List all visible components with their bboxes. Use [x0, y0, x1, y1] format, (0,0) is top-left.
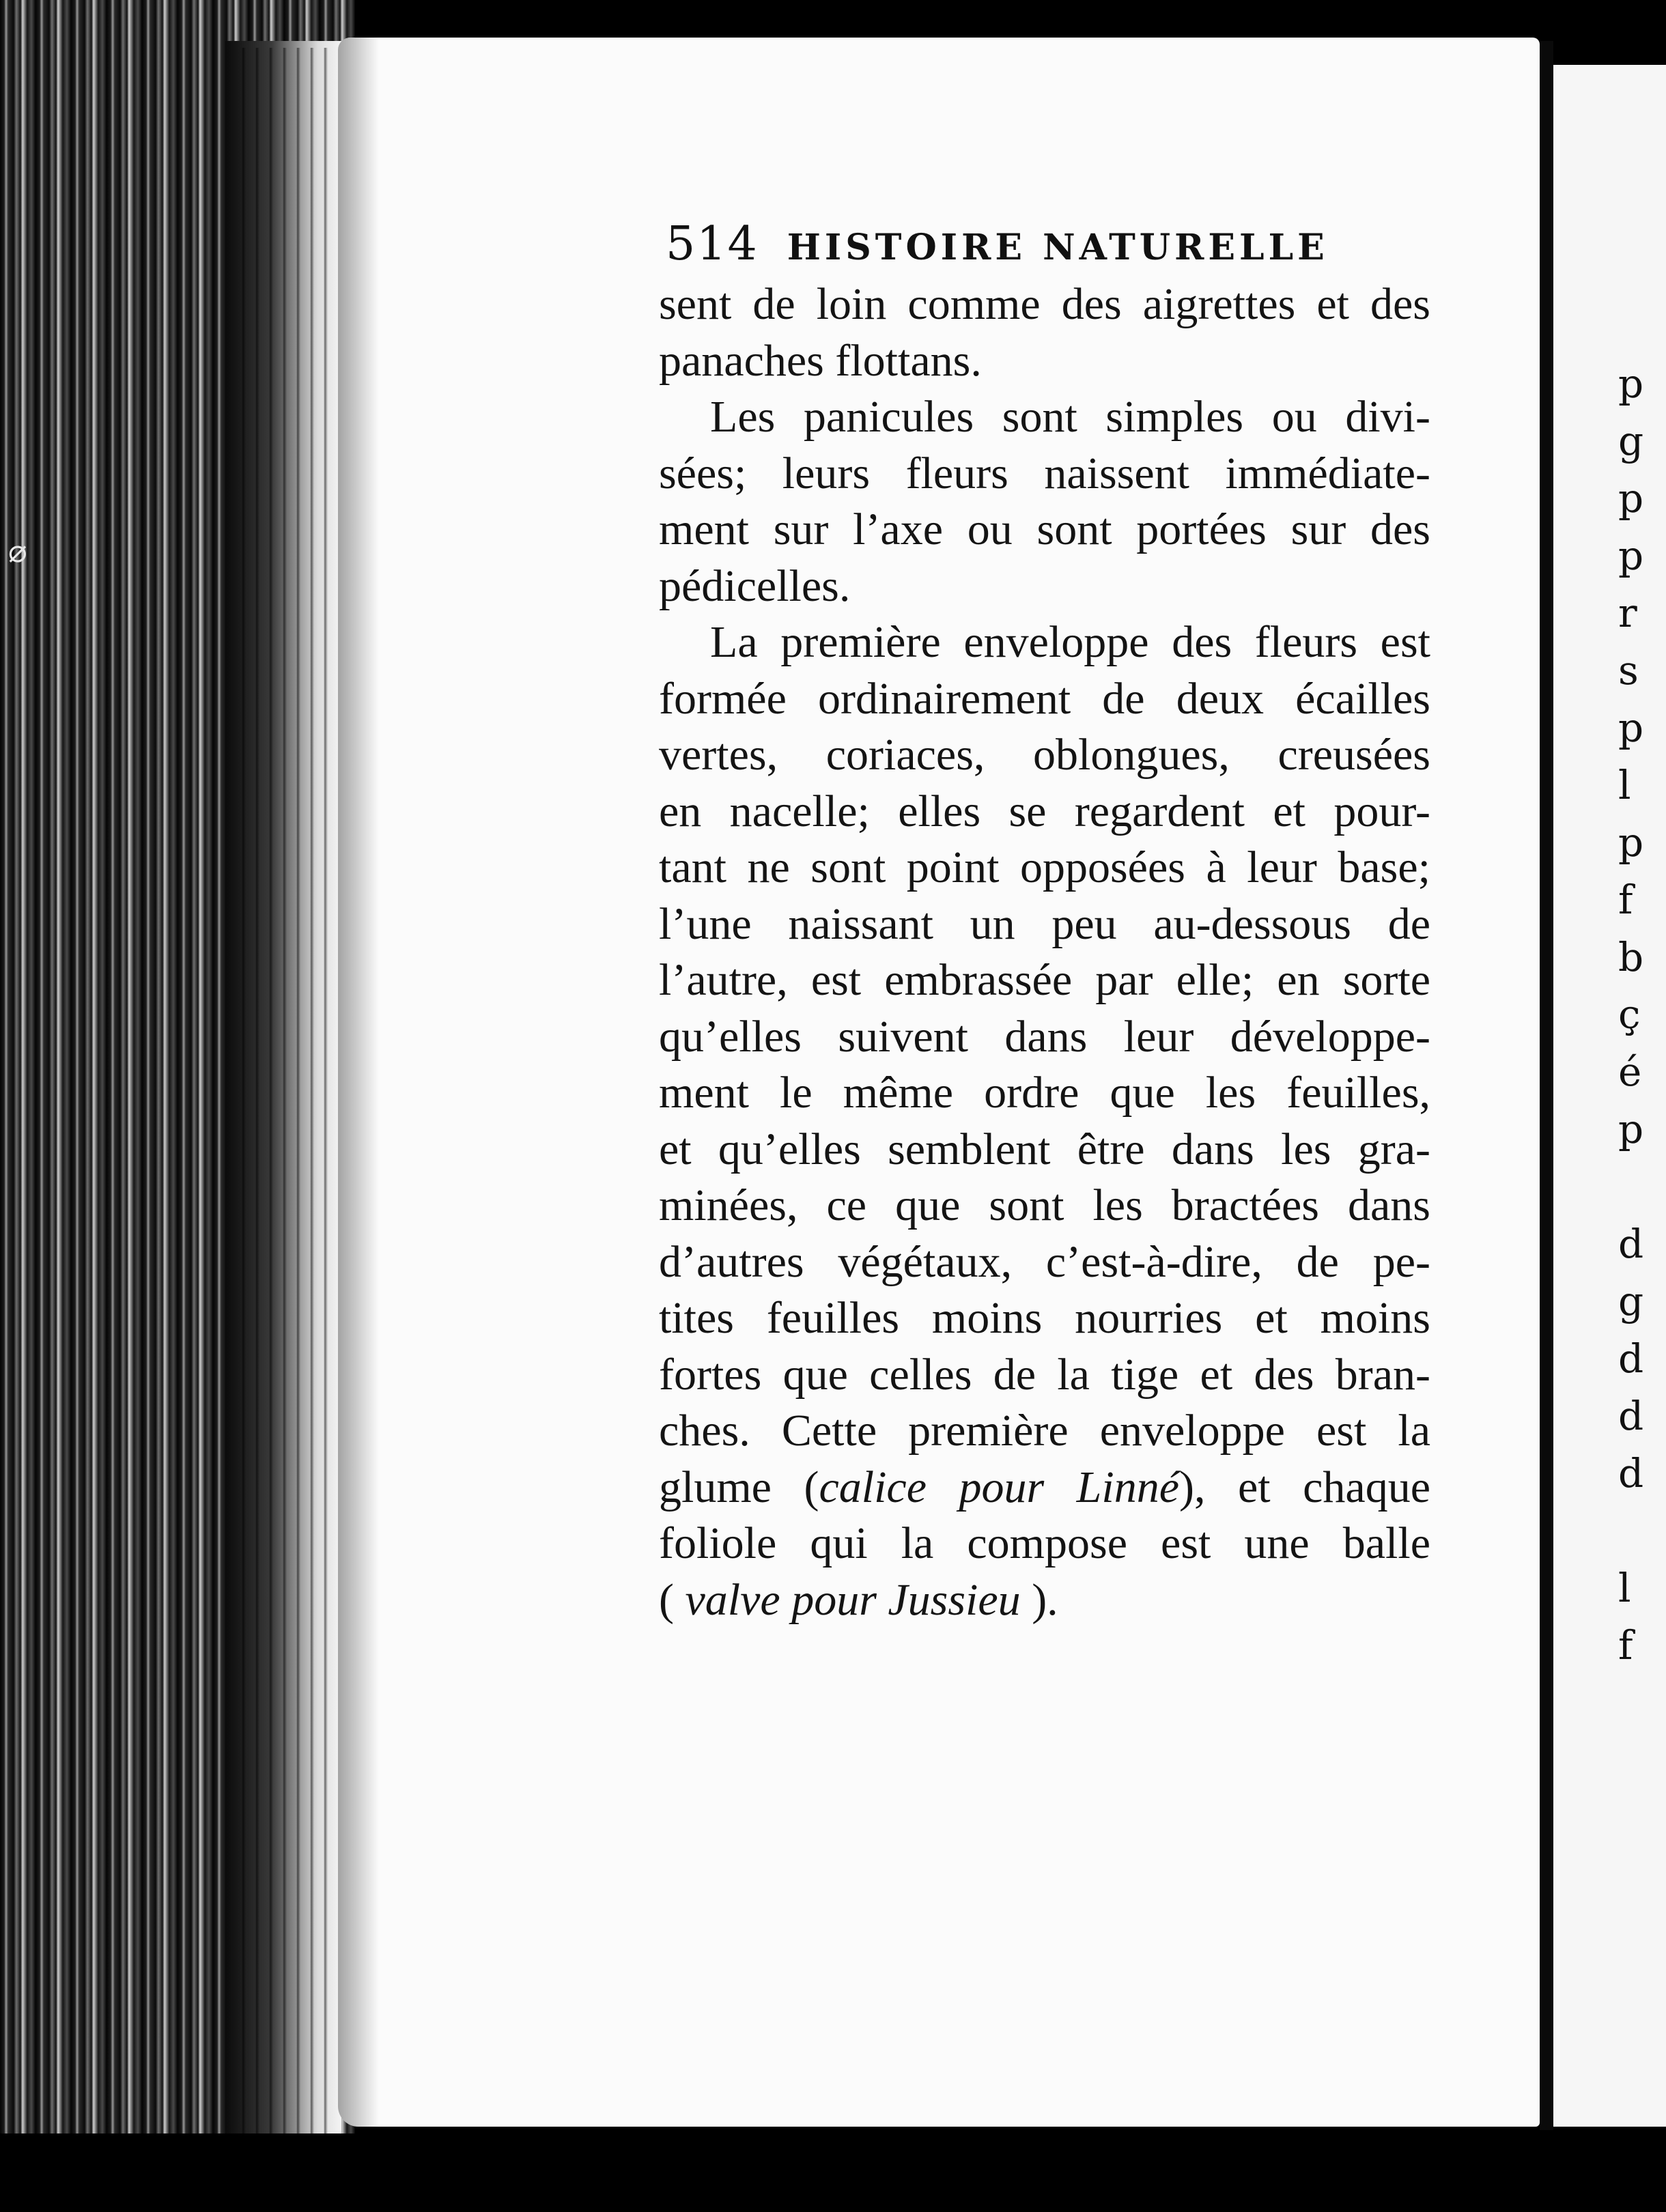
next-page-fragment: d — [1618, 1393, 1644, 1439]
text-line: sées; leurs fleurs naissent immédiate- — [659, 448, 1430, 498]
next-page-fragment: f — [1618, 877, 1633, 923]
text-line: ment le même ordre que les feuilles, — [659, 1068, 1430, 1118]
next-page-fragment — [1618, 1502, 1666, 1559]
next-page-fragment: l — [1618, 1565, 1631, 1611]
text-run: ), et chaque — [1179, 1462, 1431, 1512]
text-line: qu’elles suivent dans leur développe- — [659, 1011, 1430, 1062]
text-line: vertes, coriaces, oblongues, creusées — [659, 730, 1430, 780]
scan-border-bottom — [0, 2133, 1666, 2212]
text-run: ). — [1032, 1574, 1058, 1625]
text-line: et qu’elles semblent être dans les gra- — [659, 1124, 1430, 1174]
text-line: en nacelle; elles se regardent et pour- — [659, 786, 1430, 836]
text-run: ( — [659, 1574, 674, 1625]
page-curl-shading — [232, 48, 335, 2137]
next-page-fragment: f — [1618, 1622, 1633, 1669]
text-line: formée ordinairement de deux écailles — [659, 673, 1430, 724]
next-page-fragment: l — [1618, 762, 1631, 808]
book-gutter — [1540, 41, 1553, 2130]
next-page-fragment: p — [1618, 475, 1644, 522]
text-line: pédicelles. — [659, 561, 851, 611]
next-page-fragment: r — [1618, 590, 1637, 636]
next-page-fragment: s — [1618, 647, 1639, 694]
scan-mark: ⌀ — [8, 533, 27, 569]
next-page-fragment: p — [1618, 533, 1644, 579]
text-line: sent de loin comme des aigrettes et des — [659, 279, 1430, 329]
text-line: foliole qui la compose est une balle — [659, 1518, 1430, 1568]
next-page-fragment: é — [1618, 1049, 1642, 1095]
next-page-fragment: p — [1618, 1106, 1644, 1152]
text-line-glume — [659, 1460, 1430, 1516]
next-page-fragment: d — [1618, 1335, 1644, 1382]
text-line-valve — [659, 1572, 1430, 1629]
next-page-fragment — [1618, 1158, 1666, 1215]
text-line: l’autre, est embrassée par elle; en sorte — [659, 955, 1430, 1005]
next-page-fragment: g — [1618, 1278, 1644, 1324]
running-title: HISTOIRE NATURELLE — [787, 227, 1329, 268]
next-page-fragment: p — [1618, 705, 1644, 751]
body-text — [659, 276, 1430, 1628]
page-number: 514 — [666, 217, 759, 271]
text-line: l’une naissant un peu au-dessous de — [659, 898, 1430, 949]
next-page-fragment: ç — [1618, 991, 1641, 1038]
text-line: ment sur l’axe ou sont portées sur des — [659, 505, 1430, 554]
text-line: La première enveloppe des fleurs est — [710, 617, 1430, 667]
text-line: panaches flottans. — [659, 335, 982, 386]
text-line: Les panicules sont simples ou divi- — [710, 392, 1430, 442]
page-shadow — [338, 38, 379, 2127]
text-run: glume ( — [659, 1462, 819, 1512]
next-page-fragment: d — [1618, 1221, 1644, 1267]
running-head — [666, 217, 1355, 279]
text-line: tites feuilles moins nourries et moins — [659, 1293, 1430, 1343]
next-page-fragment: p — [1618, 360, 1644, 407]
next-page-text-fragments — [1618, 355, 1666, 1674]
next-page-fragment: d — [1618, 1450, 1644, 1497]
text-line: tant ne sont point opposées à leur base; — [659, 842, 1430, 892]
text-line: fortes que celles de la tige et des bran- — [659, 1349, 1430, 1400]
next-page-fragment: g — [1618, 418, 1644, 464]
next-page-fragment: p — [1618, 819, 1644, 866]
text-line: ches. Cette première enveloppe est la — [659, 1406, 1430, 1456]
italic-citation: calice pour Linné — [819, 1462, 1180, 1512]
italic-citation: valve pour Jussieu — [685, 1574, 1021, 1625]
next-page-fragment: b — [1618, 934, 1644, 980]
text-line: d’autres végétaux, c’est-à-dire, de pe- — [659, 1236, 1430, 1287]
text-line: minées, ce que sont les bractées dans — [659, 1180, 1430, 1230]
